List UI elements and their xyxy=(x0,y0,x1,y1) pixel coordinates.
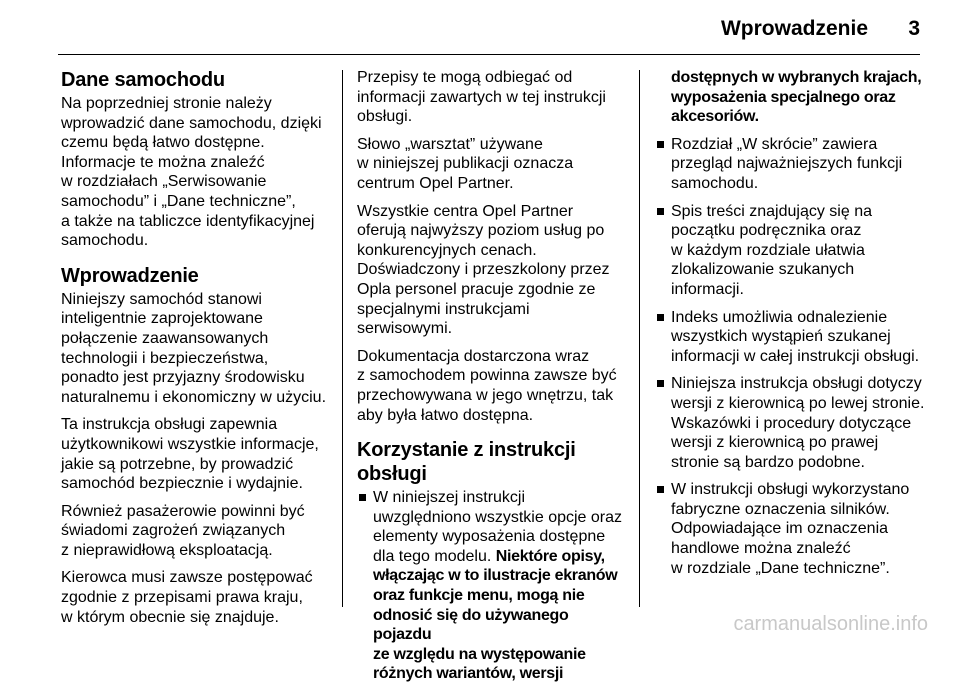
bullet-item: Niniejsza instrukcja obsługi dotyczy wersji z kierownicą po lewej stronie. Wskazówki i procedury dotyczące wersji z kierownicą po prawej stronie są bardzo podobne. xyxy=(655,374,930,472)
column-3 xyxy=(655,68,930,586)
paragraph: Ta instrukcja obsługi zapewnia użytkownikowi wszystkie informacje, jakie są potrzebne, by prowadzić samochód bezpiecznie i wydajnie. xyxy=(61,416,319,493)
bullet-item xyxy=(357,488,627,684)
section-heading-using-manual: Korzystanie z instrukcji obsługi xyxy=(357,439,576,486)
bullet-item: W instrukcji obsługi wykorzystano fabryczne oznaczenia silników. Odpowiadające im oznaczenia handlowe można znaleźć w rozdziale „Dane techniczne”. xyxy=(655,480,930,578)
bullet-item: Indeks umożliwia odnalezienie wszystkich wystąpień szukanej informacji w całej instrukcji obsługi. xyxy=(655,308,930,367)
column-divider-1 xyxy=(342,70,343,607)
header-rule xyxy=(58,54,920,55)
section-heading-introduction: Wprowadzenie xyxy=(61,264,199,287)
bullet-text-bold: Niektóre opisy, włączając w to ilustracje ekranów oraz funkcje menu, mogą nie odnosić się do używanego pojazdu ze względu na występowanie różnych wariantów, wersji xyxy=(373,547,618,683)
bullet-item: Rozdział „W skrócie” zawiera przegląd najważniejszych funkcji samochodu. xyxy=(655,135,930,194)
watermark: carmanualsonline.info xyxy=(733,613,928,635)
bullet-continuation-bold: dostępnych w wybranych krajach, wyposażenia specjalnego oraz akcesoriów. xyxy=(671,69,922,126)
column-1 xyxy=(61,68,331,635)
paragraph: Również pasażerowie powinni być świadomi zagrożeń związanych z nieprawidłową eksploatacją. xyxy=(61,502,305,559)
page-number: 3 xyxy=(908,17,920,40)
paragraph: Kierowca musi zawsze postępować zgodnie z przepisami prawa kraju, w którym obecnie się znajduje. xyxy=(61,569,313,626)
page-header xyxy=(58,0,920,56)
column-divider-2 xyxy=(639,70,640,607)
paragraph: Na poprzedniej stronie należy wprowadzić dane samochodu, dzięki czemu będą łatwo dostępne. Informacje te można znaleźć w rozdziałach „Serwisowanie samochodu” i „Dane techniczne”, a także na tabliczce identyfikacyjnej samochodu. xyxy=(61,95,322,250)
paragraph: Dokumentacja dostarczona wraz z samochodem powinna zawsze być przechowywana w jego wnętrzu, tak aby była łatwo dostępna. xyxy=(357,347,617,424)
header-title: Wprowadzenie xyxy=(720,17,868,40)
section-heading-vehicle-data: Dane samochodu xyxy=(61,69,225,91)
bullet-item: Spis treści znajdujący się na początku podręcznika oraz w każdym rozdziale ułatwia zlokalizowanie szukanych informacji. xyxy=(655,202,930,300)
paragraph: Wszystkie centra Opel Partner oferują najwyższy poziom usług po konkurencyjnych cenach. Doświadczony i przeszkolony przez Opla personel pracuje zgodnie ze specjalnymi instrukcjami serwisowymi. xyxy=(357,202,610,338)
column-2 xyxy=(357,68,627,692)
paragraph: Słowo „warsztat” używane w niniejszej publikacji oznacza centrum Opel Partner. xyxy=(357,135,574,192)
bullet-text: W niniejszej instrukcji uwzględniono wszystkie opcje oraz elementy wyposażenia dostępne dla tego modelu. xyxy=(373,489,623,565)
paragraph: Przepisy te mogą odbiegać od informacji zawartych w tej instrukcji obsługi. xyxy=(357,69,606,126)
paragraph: Niniejszy samochód stanowi inteligentnie zaprojektowane połączenie zaawansowanych technologii i bezpieczeństwa, ponadto jest przyjazny środowisku naturalnemu i ekonomiczny w użyciu. xyxy=(61,290,327,406)
